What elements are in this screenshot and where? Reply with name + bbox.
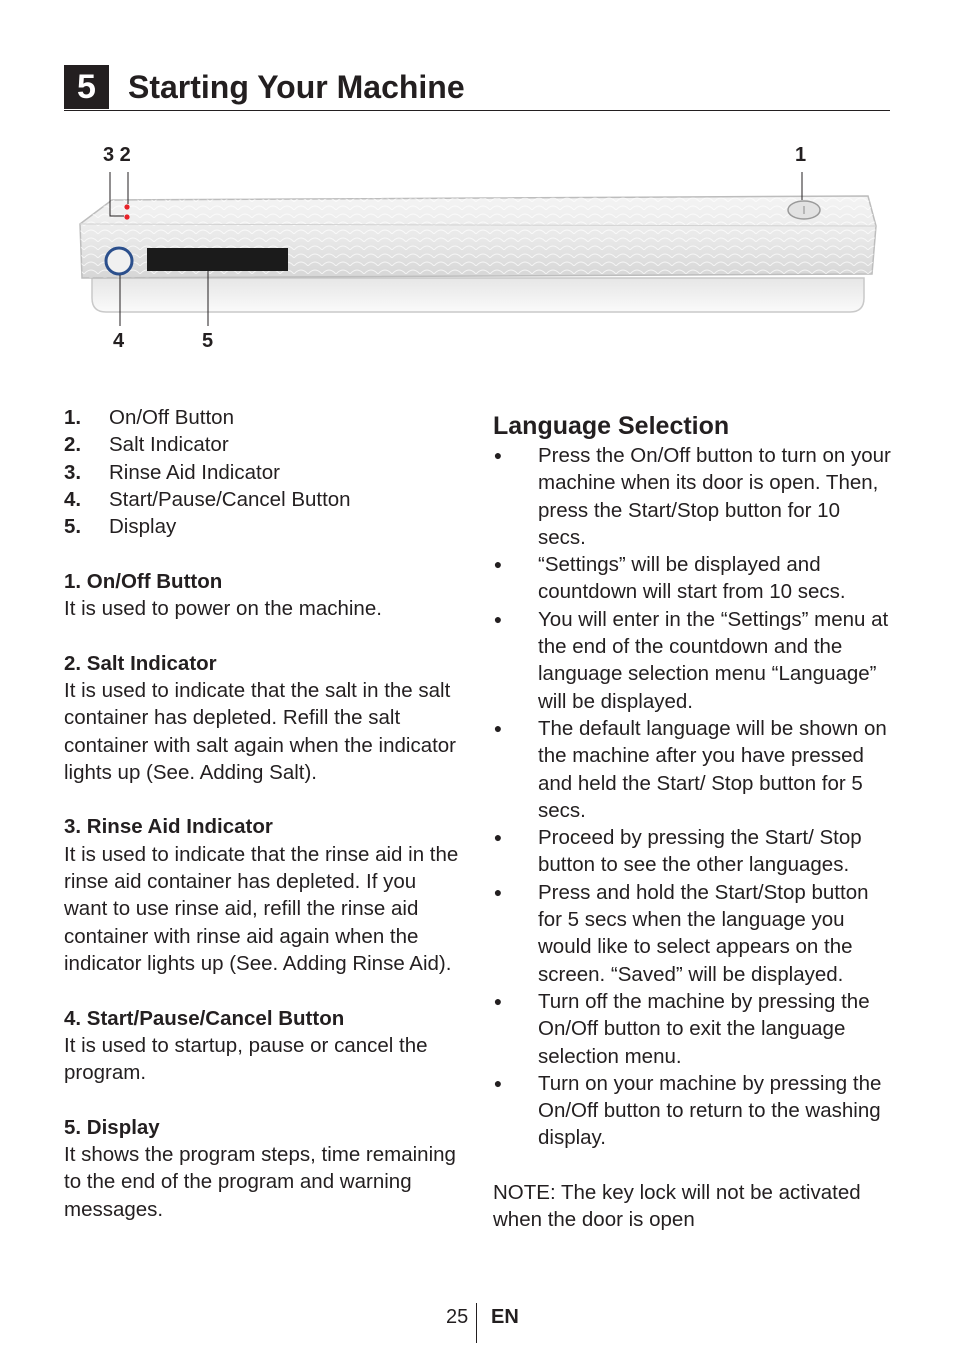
list-number: 3. bbox=[64, 460, 82, 484]
bullet-icon: ● bbox=[493, 883, 503, 900]
section-body: It shows the program steps, time remaining to the end of the program and warning messages. bbox=[64, 1143, 456, 1221]
control-panel-diagram bbox=[0, 130, 954, 370]
section-title: 4. Start/Pause/Cancel Button bbox=[64, 1006, 345, 1030]
bullet-item bbox=[493, 824, 893, 879]
page-footer bbox=[0, 1300, 954, 1346]
section-body: It is used to power on the machine. bbox=[64, 597, 382, 621]
bullet-item bbox=[493, 988, 893, 1070]
section-start-pause-cancel bbox=[64, 1005, 464, 1087]
section-rinse-aid bbox=[64, 813, 464, 977]
bullet-text: Turn off the machine by pressing the On/Off button to exit the language selection menu. bbox=[538, 989, 870, 1068]
callout-3-2: 3 2 bbox=[103, 144, 131, 166]
note-text: NOTE: The key lock will not be activated when the door is open bbox=[493, 1181, 861, 1232]
bullet-icon: ● bbox=[493, 610, 503, 627]
list-number: 5. bbox=[64, 515, 82, 539]
footer-divider bbox=[476, 1303, 477, 1343]
list-item bbox=[64, 404, 464, 431]
callout-5: 5 bbox=[202, 330, 214, 352]
language-selection-title: Language Selection bbox=[493, 412, 730, 440]
start-pause-cancel-button bbox=[106, 248, 132, 274]
bullet-icon: ● bbox=[493, 1074, 503, 1091]
section-title: 1. On/Off Button bbox=[64, 569, 223, 593]
section-number: 5 bbox=[64, 65, 109, 109]
bullet-item bbox=[493, 879, 893, 988]
list-label: Display bbox=[109, 515, 177, 539]
list-number: 1. bbox=[64, 406, 82, 429]
section-title: 2. Salt Indicator bbox=[64, 651, 217, 675]
bullet-text: Press the On/Off button to turn on your machine when its door is open. Then, press the Start/Stop button for 10 secs. bbox=[538, 444, 891, 549]
control-panel-illustration bbox=[0, 130, 954, 370]
bullet-text: “Settings” will be displayed and countdown will start from 10 secs. bbox=[538, 553, 846, 604]
section-body: It is used to indicate that the rinse aid in the rinse aid container has depleted. If you want to use rinse aid, refill the rinse aid container with rinse aid again when the indicator lights up (See. Adding Rinse Aid). bbox=[64, 842, 459, 975]
bullet-item bbox=[493, 551, 893, 606]
list-label: Rinse Aid Indicator bbox=[109, 460, 280, 484]
list-number: 2. bbox=[64, 433, 82, 457]
bullet-icon: ● bbox=[493, 992, 503, 1009]
rinse-aid-indicator-light bbox=[124, 214, 129, 219]
section-body: It is used to indicate that the salt in the salt container has depleted. Refill the salt container with salt again when the indicator lights up (See. Adding Salt). bbox=[64, 678, 457, 784]
bullet-text: Press and hold the Start/Stop button for 5 secs when the language you would like to select appears on the screen. “Saved” will be displayed. bbox=[538, 880, 869, 986]
section-display bbox=[64, 1114, 464, 1223]
list-label: Salt Indicator bbox=[109, 433, 229, 457]
salt-indicator-light bbox=[124, 204, 129, 209]
list-label: Start/Pause/Cancel Button bbox=[109, 487, 351, 511]
bullet-icon: ● bbox=[493, 719, 503, 736]
bullet-icon: ● bbox=[493, 556, 503, 573]
language-steps bbox=[493, 442, 893, 1152]
list-label: On/Off Button bbox=[109, 406, 234, 429]
section-body: It is used to startup, pause or cancel the program. bbox=[64, 1033, 428, 1085]
list-item bbox=[64, 459, 464, 486]
section-title: 3. Rinse Aid Indicator bbox=[64, 815, 273, 839]
bullet-item bbox=[493, 1070, 893, 1152]
page-title: Starting Your Machine bbox=[128, 69, 465, 105]
bullet-text: Turn on your machine by pressing the On/Off button to return to the washing display. bbox=[538, 1071, 882, 1150]
callout-1: 1 bbox=[795, 144, 807, 166]
language-code: EN bbox=[491, 1306, 519, 1328]
bullet-text: You will enter in the “Settings” menu at the end of the countdown and the language selection menu “Language” will be displayed. bbox=[538, 607, 889, 713]
section-title: 5. Display bbox=[64, 1115, 160, 1139]
section-on-off bbox=[64, 568, 464, 623]
bullet-item bbox=[493, 606, 893, 715]
section-header bbox=[64, 64, 890, 111]
left-column bbox=[64, 404, 464, 1223]
bullet-item bbox=[493, 442, 893, 551]
bullet-text: Proceed by pressing the Start/ Stop button to see the other languages. bbox=[538, 826, 862, 877]
bullet-item bbox=[493, 715, 893, 824]
right-column bbox=[493, 410, 893, 1234]
section-salt bbox=[64, 650, 464, 786]
list-item bbox=[64, 513, 464, 540]
list-item bbox=[64, 486, 464, 513]
page-number: 25 bbox=[446, 1306, 469, 1328]
list-number: 4. bbox=[64, 487, 82, 511]
bullet-text: The default language will be shown on the machine after you have pressed and held the Start/ Stop button for 5 secs. bbox=[538, 716, 887, 822]
callout-4: 4 bbox=[113, 330, 125, 352]
bullet-icon: ● bbox=[493, 447, 503, 463]
bullet-icon: ● bbox=[493, 829, 503, 846]
parts-list bbox=[64, 404, 464, 540]
list-item bbox=[64, 431, 464, 458]
display-screen bbox=[147, 248, 288, 271]
